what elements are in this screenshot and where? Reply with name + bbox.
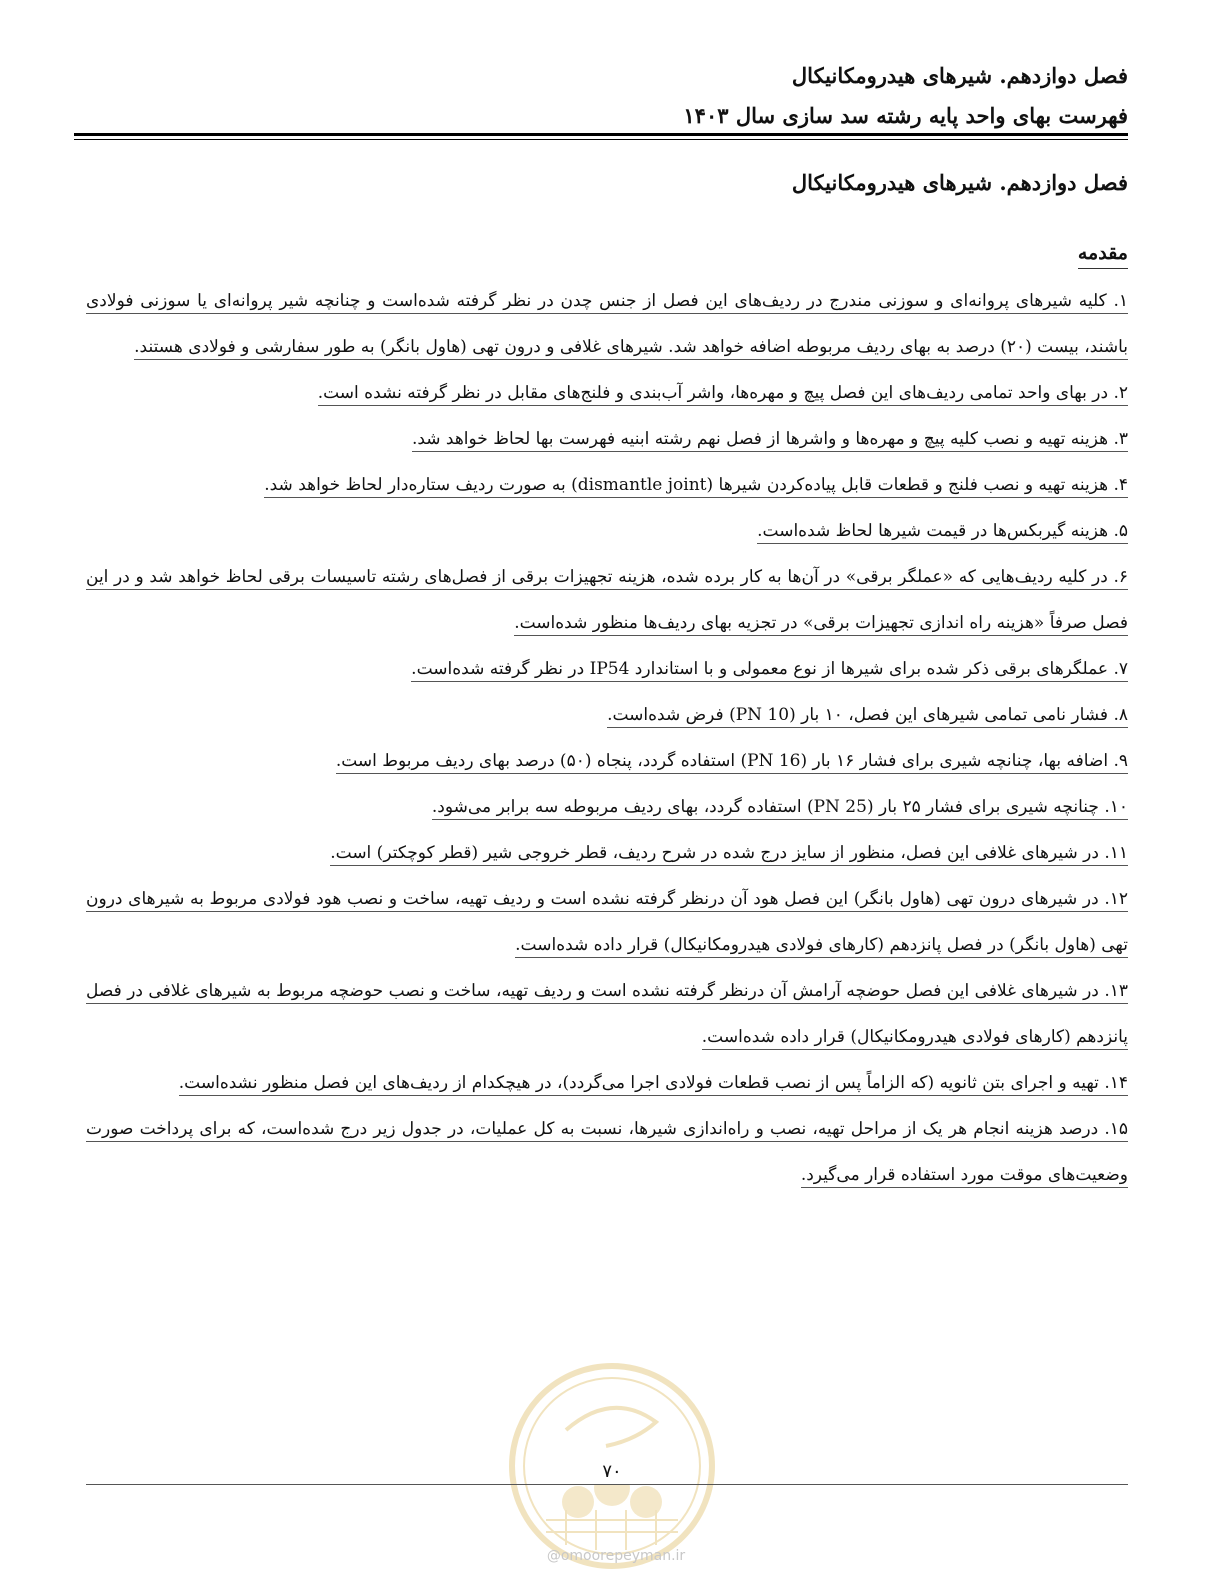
paragraph: ۱. کلیه شیرهای پروانه‌ای و سوزنی مندرج در ردیف‌های این فصل از جنس چدن در نظر گرفته شده‌است و چنانچه شیر پروانه‌ای یا سوزنی فولادی باشند، بیست (۲۰) درصد به بهای ردیف مربوطه اضافه خواهد شد. شیرهای غلافی و درون تهی (هاول بانگر) به طور سفارشی و فولادی هستند. <box>86 278 1128 370</box>
paragraph: ۴. هزینه تهیه و نصب فلنج و قطعات قابل پیاده‌کردن شیرها (dismantle joint) به صورت ردیف ستاره‌دار لحاظ خواهد شد. <box>86 462 1128 508</box>
paragraph: ۱۰. چنانچه شیری برای فشار ۲۵ بار (PN 25) استفاده گردد، بهای ردیف مربوطه سه برابر می‌شود. <box>86 784 1128 830</box>
paragraph: ۷. عملگرهای برقی ذکر شده برای شیرها از نوع معمولی و با استاندارد IP54 در نظر گرفته شده‌است. <box>86 646 1128 692</box>
section-heading: مقدمه <box>1078 238 1128 269</box>
header-subtitle: فهرست بهای واحد پایه رشته سد سازی سال ۱۴۰۳ <box>683 103 1128 128</box>
site-watermark: @omoorepeyman.ir <box>546 1548 686 1564</box>
header-chapter: فصل دوازدهم. شیرهای هیدرومکانیکال <box>791 63 1128 88</box>
paragraph: ۱۱. در شیرهای غلافی این فصل، منظور از سایز درج شده در شرح ردیف، قطر خروجی شیر (قطر کوچکتر) است. <box>86 830 1128 876</box>
paragraph: ۱۴. تهیه و اجرای بتن ثانویه (که الزاماً پس از نصب قطعات فولادی اجرا می‌گردد)، در هیچکدام از ردیف‌های این فصل منظور نشده‌است. <box>86 1060 1128 1106</box>
paragraph: ۸. فشار نامی تمامی شیرهای این فصل، ۱۰ بار (PN 10) فرض شده‌است. <box>86 692 1128 738</box>
paragraph: ۱۵. درصد هزینه انجام هر یک از مراحل تهیه، نصب و راه‌اندازی شیرها، نسبت به کل عملیات، در جدول زیر درج شده‌است، که برای پرداخت صورت وضعیت‌های موقت مورد استفاده قرار می‌گیرد. <box>86 1106 1128 1198</box>
paragraph: ۳. هزینه تهیه و نصب کلیه پیچ و مهره‌ها و واشرها از فصل نهم رشته ابنیه فهرست بها لحاظ خواهد شد. <box>86 416 1128 462</box>
page-header <box>74 56 1128 136</box>
paragraph: ۱۲. در شیرهای درون تهی (هاول بانگر) این فصل هود آن درنظر گرفته نشده است و ردیف تهیه، ساخت و نصب هود فولادی مربوط به شیرهای درون تهی (هاول بانگر) در فصل پانزدهم (کارهای فولادی هیدرومکانیکال) قرار داده شده‌است. <box>86 876 1128 968</box>
paragraph: ۱۳. در شیرهای غلافی این فصل حوضچه آرامش آن درنظر گرفته نشده است و ردیف تهیه، ساخت و نصب حوضچه مربوط به شیرهای غلافی در فصل پانزدهم (کارهای فولادی هیدرومکانیکال) قرار داده شده‌است. <box>86 968 1128 1060</box>
paragraph: ۲. در بهای واحد تمامی ردیف‌های این فصل پیچ و مهره‌ها، واشر آب‌بندی و فلنج‌های مقابل در نظر گرفته نشده است. <box>86 370 1128 416</box>
header-rule <box>74 133 1128 140</box>
paragraph: ۵. هزینه گیربکس‌ها در قیمت شیرها لحاظ شده‌است. <box>86 508 1128 554</box>
page-number: ۷۰ <box>560 1460 664 1484</box>
chapter-title: فصل دوازدهم. شیرهای هیدرومکانیکال <box>791 170 1128 195</box>
paragraph: ۶. در کلیه ردیف‌هایی که «عملگر برقی» در آن‌ها به کار برده شده، هزینه تجهیزات برقی از فصل‌های رشته تاسیسات برقی لحاظ خواهد شد و در این فصل صرفاً «هزینه راه اندازی تجهیزات برقی» در تجزیه بهای ردیف‌ها منظور شده‌است. <box>86 554 1128 646</box>
document-body <box>86 278 1128 1198</box>
footer-rule <box>86 1484 1128 1485</box>
paragraph: ۹. اضافه بها، چنانچه شیری برای فشار ۱۶ بار (PN 16) استفاده گردد، پنجاه (۵۰) درصد بهای ردیف مربوط است. <box>86 738 1128 784</box>
